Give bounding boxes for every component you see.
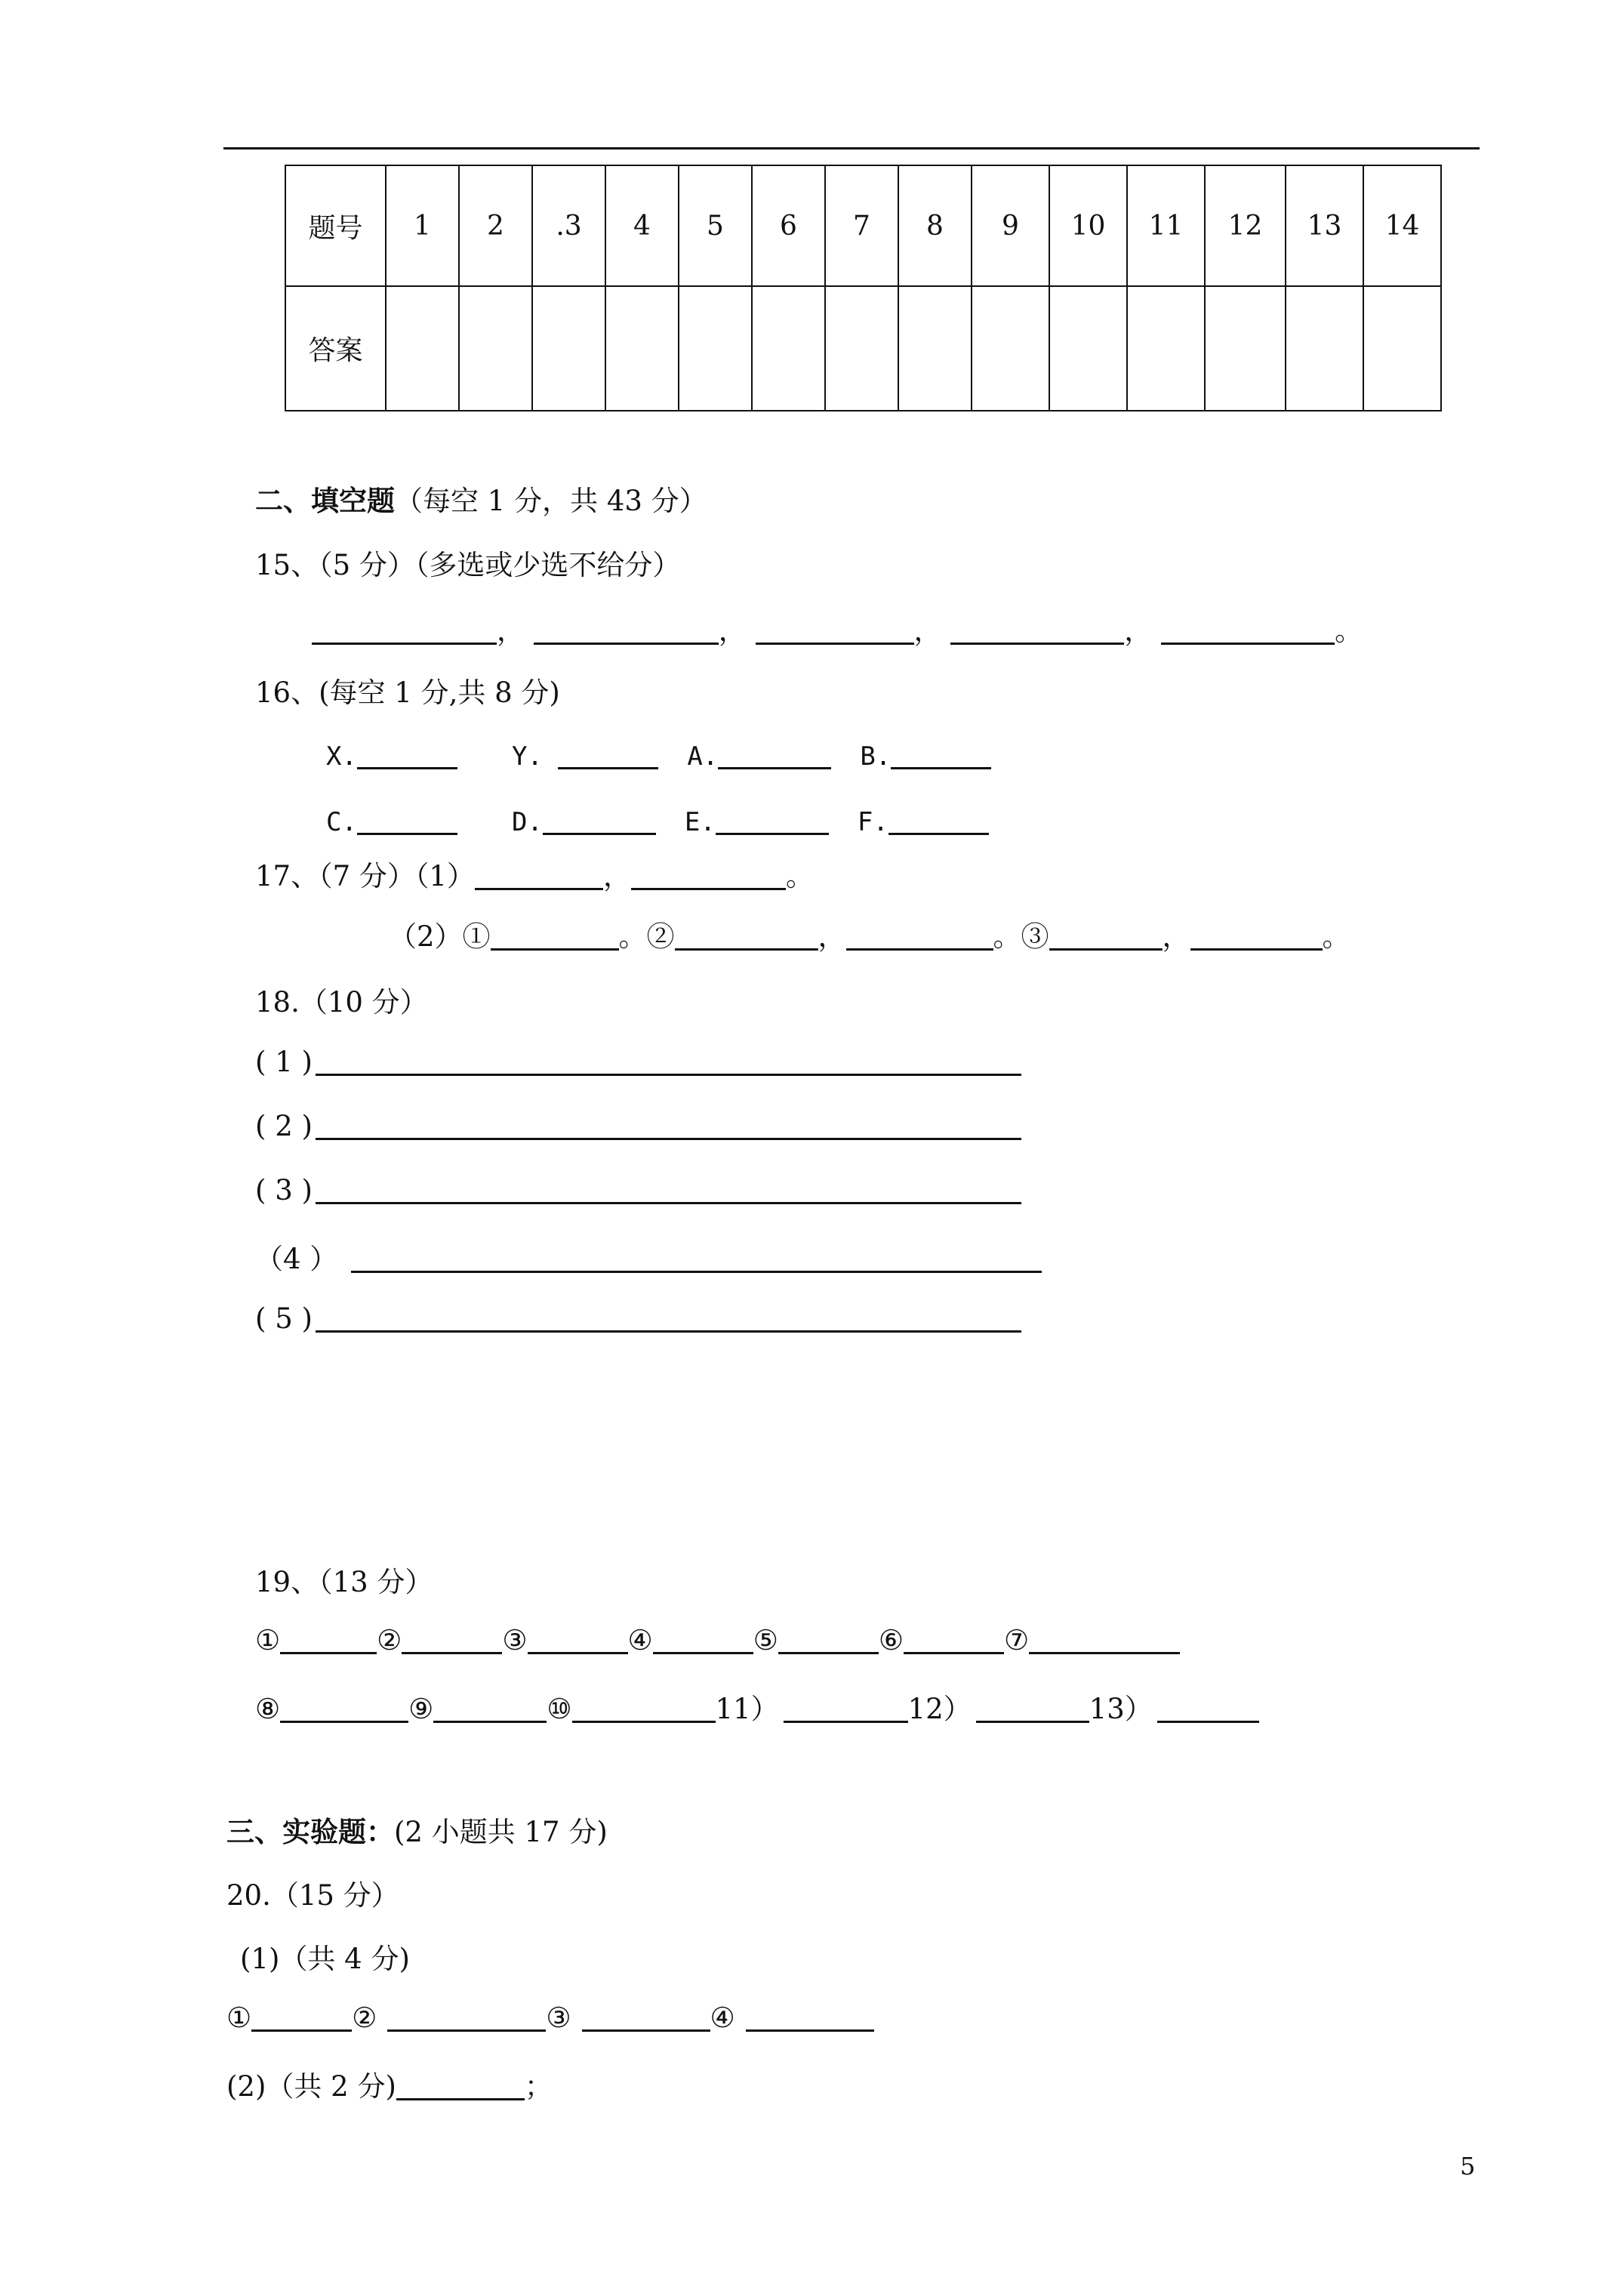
q16-blank[interactable] (718, 737, 831, 769)
number-cell: 14 (1363, 165, 1441, 286)
q19-blank[interactable] (528, 1622, 628, 1654)
table-row-answers (285, 286, 1441, 411)
answer-cell[interactable] (605, 286, 679, 411)
q17-blank[interactable] (1049, 918, 1163, 951)
q15-blank[interactable] (1161, 612, 1335, 645)
q18-item (255, 1172, 1021, 1207)
q20-circle: ① (226, 2002, 252, 2034)
answer-cell[interactable] (679, 286, 752, 411)
q19-blank[interactable] (280, 1690, 408, 1723)
q20-blank[interactable] (746, 1999, 874, 2032)
number-cell: 2 (459, 165, 532, 286)
answer-cell[interactable] (532, 286, 605, 411)
q17-label: 17、（7 分）（1） (255, 860, 475, 892)
q20-sub1: (1)（共 4 分) (240, 1943, 410, 1975)
q16-blank[interactable] (716, 803, 829, 835)
number-cell: 7 (825, 165, 898, 286)
q16-row2 (326, 803, 989, 837)
number-cell: 6 (752, 165, 825, 286)
q19-circle: ③ (502, 1624, 528, 1657)
q19-blank[interactable] (1029, 1622, 1180, 1654)
q16-option-label: B. (860, 741, 892, 772)
q15-blank[interactable] (950, 612, 1124, 645)
q19-blank[interactable] (778, 1622, 879, 1654)
q17-line2 (389, 914, 1350, 954)
q17-blank[interactable] (631, 858, 786, 890)
q17-circle-3: ③ (1021, 920, 1049, 953)
q19-blank[interactable] (653, 1622, 753, 1654)
q20-circle: ③ (546, 2002, 571, 2034)
number-cell: 11 (1127, 165, 1205, 286)
q15-blank[interactable] (312, 612, 497, 645)
q18-label: 18.（10 分） (255, 986, 428, 1019)
number-cell: 9 (972, 165, 1049, 286)
answer-cell[interactable] (825, 286, 898, 411)
answer-cell[interactable] (972, 286, 1049, 411)
q20-circle: ④ (710, 2002, 735, 2034)
q17-sep: ， (818, 920, 846, 953)
q20-blank[interactable] (387, 1999, 546, 2032)
q16-blank[interactable] (357, 803, 457, 835)
number-cell: 1 (386, 165, 459, 286)
q16-option-label: F. (857, 807, 888, 837)
q16-option-label: A. (687, 741, 719, 772)
number-cell: .3 (532, 165, 605, 286)
q17-blank[interactable] (491, 918, 619, 951)
q18-item-label: ( 5 ) (255, 1302, 313, 1335)
q20-sub2-end: ； (524, 2070, 553, 2103)
section3-title-rest: (2 小题共 17 分) (394, 1816, 608, 1848)
answer-cell[interactable] (459, 286, 532, 411)
answer-label-cell: 答案 (285, 286, 386, 411)
answer-table (285, 165, 1442, 411)
q17-end: 。 (993, 920, 1021, 953)
q17-part2: （2）① (389, 920, 491, 953)
q20-sub2-line (226, 2063, 553, 2104)
q17-sep: ， (1162, 920, 1190, 953)
q18-item (255, 1300, 1021, 1335)
q15-end: 。 (1335, 615, 1363, 647)
answer-cell[interactable] (1127, 286, 1205, 411)
q19-blank[interactable] (904, 1622, 1004, 1654)
q18-item-label: （4 ） (255, 1243, 338, 1275)
q16-option-label: D. (511, 807, 543, 837)
q17-sep: ， (602, 860, 631, 892)
q16-option-label: X. (326, 741, 357, 772)
section3-title (226, 1809, 608, 1850)
number-cell: 12 (1205, 165, 1286, 286)
section2-title-rest: （每空 1 分，共 43 分） (395, 485, 707, 517)
q16-label: 16、(每空 1 分,共 8 分) (255, 676, 560, 709)
number-cell: 4 (605, 165, 679, 286)
q19-blank[interactable] (1157, 1690, 1259, 1723)
q17-end: 。 (618, 920, 647, 953)
section2-title (255, 478, 707, 519)
q19-number: 11） (715, 1693, 779, 1725)
q16-blank[interactable] (357, 737, 457, 769)
q15-blanks (312, 608, 1363, 649)
q16-blank[interactable] (891, 737, 991, 769)
number-cell: 10 (1049, 165, 1127, 286)
q16-blank[interactable] (558, 737, 658, 769)
q17-blank[interactable] (1190, 918, 1323, 951)
q19-blank[interactable] (280, 1622, 377, 1654)
q18-blank[interactable] (316, 1172, 1021, 1204)
header-label-cell: 题号 (285, 165, 386, 286)
q15-sep: ， (718, 615, 747, 647)
answer-cell[interactable] (386, 286, 459, 411)
q16-option-label: E. (684, 807, 716, 837)
q15-sep: ， (497, 615, 525, 647)
answer-cell[interactable] (1049, 286, 1127, 411)
section2-title-bold: 二、填空题 (255, 484, 395, 517)
q19-number: 13） (1089, 1693, 1153, 1725)
q15-blank[interactable] (756, 612, 914, 645)
number-cell: 5 (679, 165, 752, 286)
q19-label: 19、（13 分） (255, 1566, 433, 1598)
q17-circle-2: ② (646, 920, 675, 953)
q20-blank[interactable] (582, 1999, 710, 2032)
q19-circle: ⑦ (1004, 1624, 1030, 1657)
answer-cell[interactable] (1205, 286, 1286, 411)
answer-cell[interactable] (752, 286, 825, 411)
q20-row (226, 1999, 874, 2034)
q19-row2 (255, 1686, 1259, 1727)
q19-circle: ⑩ (547, 1693, 572, 1725)
section3-title-bold: 三、实验题： (226, 1815, 394, 1848)
q19-blank[interactable] (433, 1690, 547, 1723)
q15-sep: ， (1124, 615, 1153, 647)
number-cell: 8 (898, 165, 972, 286)
q19-circle: ① (255, 1624, 281, 1657)
q17-blank[interactable] (675, 918, 818, 951)
q20-circle: ② (352, 2002, 377, 2034)
q16-option-label: C. (326, 807, 357, 837)
q17-blank[interactable] (475, 858, 603, 890)
q19-circle: ⑥ (878, 1624, 904, 1657)
q18-item (255, 1236, 1042, 1277)
q19-blank[interactable] (402, 1622, 502, 1654)
q17-line1 (255, 853, 814, 894)
q19-blank[interactable] (784, 1690, 908, 1723)
q20-sub2: (2)（共 2 分) (226, 2070, 396, 2103)
q17-blank[interactable] (846, 918, 993, 951)
q16-blank[interactable] (543, 803, 656, 835)
q15-blank[interactable] (534, 612, 719, 645)
q18-blank[interactable] (351, 1240, 1042, 1273)
answer-cell[interactable] (898, 286, 972, 411)
q18-item (255, 1108, 1021, 1142)
q18-blank[interactable] (316, 1300, 1021, 1333)
table-row-numbers (285, 165, 1441, 286)
header-rule (223, 147, 1480, 149)
q19-circle: ⑨ (408, 1693, 434, 1725)
q18-blank[interactable] (316, 1108, 1021, 1140)
q19-circle: ⑧ (255, 1693, 281, 1725)
q20-blank[interactable] (251, 1999, 352, 2032)
q18-item-label: ( 3 ) (255, 1174, 313, 1207)
q15-label: 15、（5 分）（多选或少选不给分） (255, 549, 681, 581)
page-number: 5 (1460, 2152, 1476, 2180)
q19-blank[interactable] (572, 1690, 716, 1723)
q19-circle: ④ (627, 1624, 653, 1657)
q16-option-label: Y. (511, 741, 543, 772)
q17-end: 。 (785, 860, 814, 892)
q15-sep: ， (913, 615, 942, 647)
q18-item-label: ( 2 ) (255, 1110, 313, 1142)
q20-label: 20.（15 分） (226, 1879, 399, 1912)
answer-cell[interactable] (1286, 286, 1363, 411)
q19-row1 (255, 1622, 1180, 1657)
q18-blank[interactable] (316, 1043, 1021, 1076)
answer-cell[interactable] (1363, 286, 1441, 411)
q16-blank[interactable] (888, 803, 989, 835)
number-cell: 13 (1286, 165, 1363, 286)
q18-item (255, 1043, 1021, 1078)
q16-row1 (326, 737, 991, 772)
q18-item-label: ( 1 ) (255, 1046, 313, 1078)
q19-circle: ⑤ (753, 1624, 778, 1657)
q19-circle: ② (377, 1624, 402, 1657)
q19-number: 12） (907, 1693, 972, 1725)
q20-blank[interactable] (396, 2068, 525, 2100)
q17-end: 。 (1322, 920, 1350, 953)
q19-blank[interactable] (976, 1690, 1089, 1723)
